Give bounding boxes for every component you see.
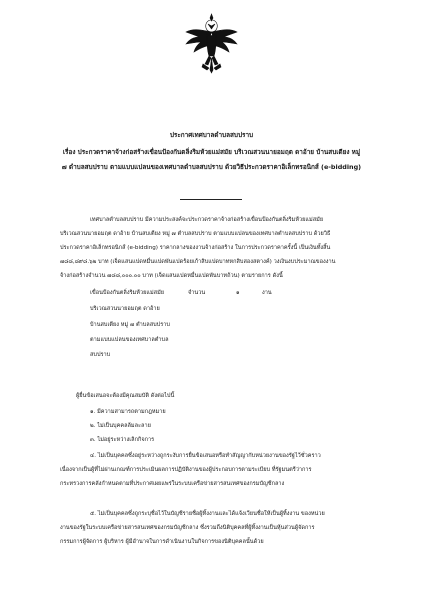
- garuda-emblem-icon: [183, 12, 240, 74]
- title-divider: [180, 199, 242, 200]
- qualification-5-line-1: ๕. ไม่เป็นบุคคลซึ่งถูกระบุชื่อไว้ในบัญชีรายชื่อผู้ทิ้งงานและได้แจ้งเวียนชื่อให้เป็นผู้ทิ้งงาน ของหน่วย: [90, 511, 325, 517]
- announcement-title: ประกาศเทศบาลตำบลสบปราบ: [169, 131, 254, 139]
- item-name-line-5: สบปราบ: [90, 352, 111, 358]
- qualification-2: ๒. ไม่เป็นบุคคลล้มละลาย: [90, 423, 151, 429]
- qualification-5-line-2: งานของรัฐในระบบเครือข่ายสารสนเทศของกรมบัญชีกลาง ซึ่งรวมถึงนิติบุคคลที่ผู้ทิ้งงานเป็นหุ้นส่วนผู้จัดการ: [60, 525, 315, 531]
- qualifications-heading: ผู้ยื่นข้อเสนอจะต้องมีคุณสมบัติ ดังต่อไปนี้: [76, 393, 175, 399]
- body-line-2: บริเวณสวนนายอมฤต ดาอ้าย บ้านสบเตียง หมู่ ๗ ตำบลสบปราบ ตามแบบแปลนของเทศบาลตำบลสบปราบ ด้วยวิธี: [60, 231, 331, 237]
- qualification-3: ๓. ไม่อยู่ระหว่างเลิกกิจการ: [90, 437, 155, 443]
- subject-line-2: ๗ ตำบลสบปราบ ตามแบบแปลนของเทศบาลตำบลสบปราบ ด้วยวิธีประกวดราคาอิเล็กทรอนิกส์ (e-bidding): [61, 163, 362, 171]
- body-line-3: ประกวดราคาอิเล็กทรอนิกส์ (e-bidding) ราคากลางของงานจ้างก่อสร้าง ในการประกวดราคาครั้งนี้ เป็นเงินทั้งสิ้น: [60, 245, 331, 251]
- subject-line-1: เรื่อง ประกวดราคาจ้างก่อสร้างเขื่อนป้องกันตลิ่งริมห้วยแม่สมัย บริเวณสวนนายอมฤต ดาอ้าย บ้านสบเตียง หมู่: [62, 148, 361, 156]
- quantity-label: จำนวน: [188, 290, 206, 296]
- item-name-line-4: ตามแบบแปลนของเทศบาลตำบล: [90, 337, 169, 343]
- item-name-line-2: บริเวณสวนนายอมฤต ดาอ้าย: [90, 306, 160, 312]
- qualification-1: ๑. มีความสามารถตามกฎหมาย: [90, 409, 166, 415]
- qualification-4-line-3: กระทรวงการคลังกำหนดตามที่ประกาศเผยแพร่ในระบบเครือข่ายสารสนเทศของกรมบัญชีกลาง: [60, 481, 285, 487]
- item-name-line-1: เขื่อนป้องกันตลิ่งริมห้วยแม่สมัย: [90, 290, 165, 296]
- qualification-5-line-3: กรรมการผู้จัดการ ผู้บริหาร ผู้มีอำนาจในการดำเนินงานในกิจการของนิติบุคคลนั้นด้วย: [60, 539, 264, 545]
- body-line-5: จ้างก่อสร้างจำนวน ๗๘๘,๐๐๐.๐๐ บาท (เจ็ดแสนแปดหมื่นแปดพันบาทถ้วน) ตามรายการ ดังนี้: [60, 273, 283, 279]
- qualification-4-line-2: เนื่องจากเป็นผู้ที่ไม่ผ่านเกณฑ์การประเมินผลการปฏิบัติงานของผู้ประกอบการตามระเบียบ ที่รัฐมนตรีว่าการ: [60, 467, 312, 473]
- quantity-unit: งาน: [262, 290, 272, 296]
- item-name-line-3: บ้านสบเตียง หมู่ ๗ ตำบลสบปราบ: [90, 322, 170, 328]
- quantity-value: ๑: [236, 290, 240, 296]
- qualification-4-line-1: ๔. ไม่เป็นบุคคลซึ่งอยู่ระหว่างถูกระงับการยื่นข้อเสนอหรือทำสัญญากับหน่วยงานของรัฐไว้ชั่วคราว: [90, 453, 321, 459]
- body-line-4: ๗๘๘,๘๙๘.๖๒ บาท (เจ็ดแสนแปดหมื่นแปดพันแปดร้อยเก้าสิบแปดบาทหกสิบสองสตางค์) วงเงินงบประมาณของงาน: [60, 259, 336, 265]
- body-line-1: เทศบาลตำบลสบปราบ มีความประสงค์จะประกวดราคาจ้างก่อสร้างเขื่อนป้องกันตลิ่งริมห้วยแม่สมัย: [90, 217, 324, 223]
